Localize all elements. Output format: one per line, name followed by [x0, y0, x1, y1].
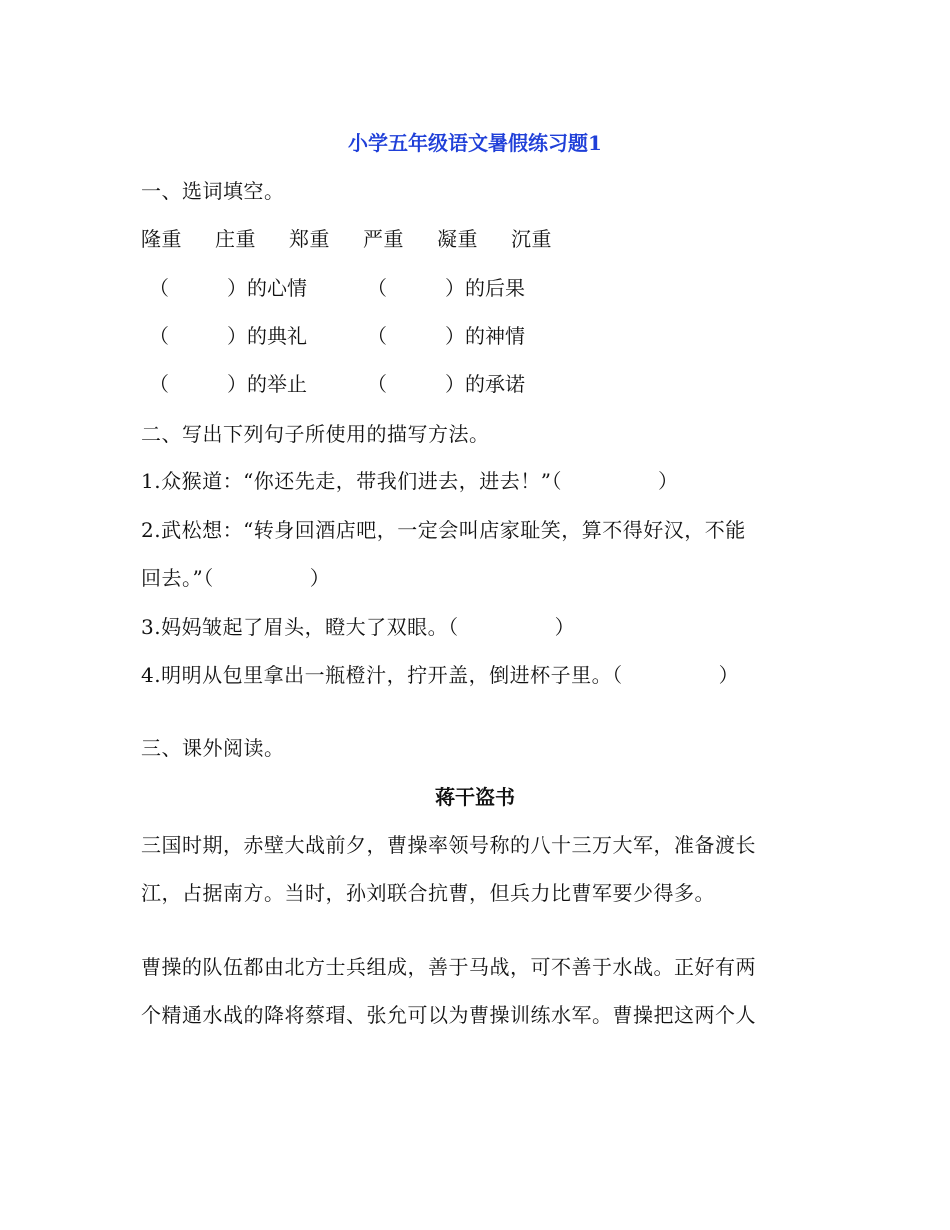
close-paren: ）	[718, 663, 740, 687]
word-bank-item: 沉重	[511, 227, 552, 251]
fill-item-text: 的后果	[465, 276, 525, 300]
question-item: 2.武松想：“转身回酒店吧，一定会叫店家耻笑，算不得好汉，不能	[141, 518, 746, 542]
open-paren: （	[367, 372, 387, 396]
story-paragraph-line: 个精通水战的降将蔡瑁、张允可以为曹操训练水军。曹操把这两个人	[141, 1003, 756, 1027]
open-paren: （	[367, 276, 387, 300]
question-text: 回去。”（	[141, 566, 214, 590]
fill-item	[141, 275, 307, 301]
word-bank-item: 郑重	[289, 227, 330, 251]
word-bank-item: 庄重	[215, 227, 256, 251]
close-paren: ）	[658, 469, 679, 493]
close-paren: ）	[309, 566, 331, 590]
close-paren: ）	[445, 276, 465, 300]
open-paren: （	[367, 324, 387, 348]
story-paragraph-line: 江，占据南方。当时，孙刘联合抗曹，但兵力比曹军要少得多。	[141, 881, 715, 905]
close-paren: ）	[554, 615, 576, 639]
section1-heading: 一、选词填空。	[141, 179, 285, 203]
fill-item-text: 的典礼	[247, 324, 307, 348]
page-title: 小学五年级语文暑假练习题1	[348, 131, 602, 155]
close-paren: ）	[445, 324, 465, 348]
question-item-continued	[141, 565, 330, 591]
close-paren: ）	[227, 372, 247, 396]
close-paren: ）	[227, 276, 247, 300]
open-paren: （	[149, 276, 169, 300]
question-text: 1.众猴道：“你还先走，带我们进去，进去！”（	[141, 469, 563, 493]
fill-item-text: 的心情	[247, 276, 307, 300]
word-bank-item: 隆重	[141, 227, 182, 251]
close-paren: ）	[227, 324, 247, 348]
word-bank-item: 凝重	[437, 227, 478, 251]
open-paren: （	[149, 324, 169, 348]
story-title: 蒋干盗书	[435, 785, 515, 809]
story-paragraph-line: 曹操的队伍都由北方士兵组成，善于马战，可不善于水战。正好有两	[141, 955, 756, 979]
fill-item	[359, 371, 525, 397]
fill-item	[359, 275, 525, 301]
word-bank-item: 严重	[363, 227, 404, 251]
fill-item	[141, 371, 307, 397]
question-item	[141, 614, 575, 640]
fill-item-text: 的承诺	[465, 372, 525, 396]
story-paragraph-line: 三国时期，赤壁大战前夕，曹操率领号称的八十三万大军，准备渡长	[141, 833, 756, 857]
fill-item-text: 的神情	[465, 324, 525, 348]
close-paren: ）	[445, 372, 465, 396]
word-bank	[141, 226, 585, 252]
section2-heading: 二、写出下列句子所使用的描写方法。	[141, 422, 490, 446]
fill-item	[359, 323, 525, 349]
question-item	[141, 468, 679, 494]
fill-item-text: 的举止	[247, 372, 307, 396]
section3-heading: 三、课外阅读。	[141, 736, 285, 760]
question-item	[141, 662, 739, 688]
fill-item	[141, 323, 307, 349]
question-text: 4.明明从包里拿出一瓶橙汁，拧开盖，倒进杯子里。（	[141, 663, 623, 687]
question-text: 3.妈妈皱起了眉头，瞪大了双眼。（	[141, 615, 459, 639]
open-paren: （	[149, 372, 169, 396]
